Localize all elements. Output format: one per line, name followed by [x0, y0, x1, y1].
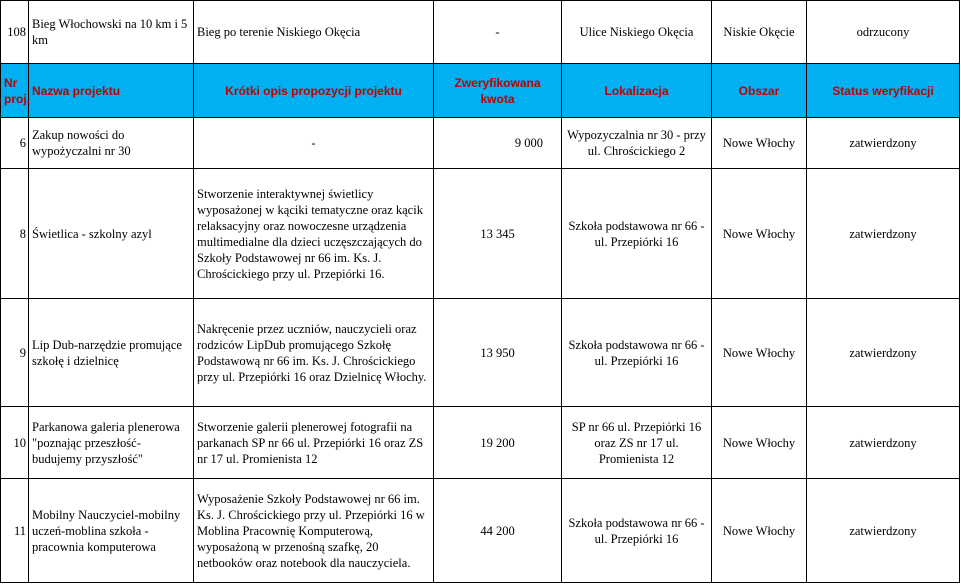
project-name: Zakup nowości do wypożyczalni nr 30	[29, 118, 194, 169]
project-description: -	[194, 118, 434, 169]
table-row	[1, 299, 960, 407]
project-area: Nowe Włochy	[712, 407, 807, 479]
project-location: Szkoła podstawowa nr 66 - ul. Przepiórki 16	[562, 299, 712, 407]
verified-amount: 19 200	[434, 407, 562, 479]
verified-amount: 44 200	[434, 479, 562, 583]
table-header-row	[1, 64, 960, 118]
verification-status: odrzucony	[807, 1, 960, 64]
project-number: 9	[1, 299, 29, 407]
header-amount: Zweryfikowana kwota	[434, 64, 562, 118]
verification-status: zatwierdzony	[807, 299, 960, 407]
project-number: 8	[1, 169, 29, 299]
header-status: Status weryfikacji	[807, 64, 960, 118]
project-location: SP nr 66 ul. Przepiórki 16 oraz ZS nr 17 ul. Promienista 12	[562, 407, 712, 479]
project-name: Bieg Włochowski na 10 km i 5 km	[29, 1, 194, 64]
header-name: Nazwa projektu	[29, 64, 194, 118]
project-area: Nowe Włochy	[712, 118, 807, 169]
verification-status: zatwierdzony	[807, 118, 960, 169]
project-area: Nowe Włochy	[712, 299, 807, 407]
project-description: Stworzenie galerii plenerowej fotografii na parkanach SP nr 66 ul. Przepiórki 16 oraz ZS nr 17 ul. Promienista 12	[194, 407, 434, 479]
project-description: Wyposażenie Szkoły Podstawowej nr 66 im. Ks. J. Chrościckiego przy ul. Przepiórki 16 w Moblina Pracownię Komputerową, wyposażoną w przenośną szafkę, 20 netbooków oraz notebook dla nauczyciela.	[194, 479, 434, 583]
verified-amount: -	[434, 1, 562, 64]
table-row	[1, 118, 960, 169]
table-row	[1, 169, 960, 299]
project-number: 6	[1, 118, 29, 169]
project-name: Lip Dub-narzędzie promujące szkołę i dzielnicę	[29, 299, 194, 407]
project-description: Nakręcenie przez uczniów, nauczycieli oraz rodziców LipDub promującego Szkołę Podstawową nr 66 im. Ks. J. Chrościckiego przy ul. Przepiórki 16 oraz Dzielnicę Włochy.	[194, 299, 434, 407]
project-description: Stworzenie interaktywnej świetlicy wyposażonej w kąciki tematyczne oraz kącik relaksacyjny oraz nowoczesne urządzenia multimedialne dla dzieci uczęszczających do Szkoły Podstawowej nr 66 im. Ks. J. Chrościckiego przy ul. Przepiórki 16.	[194, 169, 434, 299]
project-number: 10	[1, 407, 29, 479]
project-area: Nowe Włochy	[712, 169, 807, 299]
verified-amount: 13 345	[434, 169, 562, 299]
project-location: Ulice Niskiego Okęcia	[562, 1, 712, 64]
project-location: Szkoła podstawowa nr 66 - ul. Przepiórki 16	[562, 479, 712, 583]
project-location: Szkoła podstawowa nr 66 - ul. Przepiórki 16	[562, 169, 712, 299]
table-row	[1, 479, 960, 583]
verification-status: zatwierdzony	[807, 407, 960, 479]
project-area: Niskie Okęcie	[712, 1, 807, 64]
header-area: Obszar	[712, 64, 807, 118]
verified-amount: 13 950	[434, 299, 562, 407]
project-number: 11	[1, 479, 29, 583]
project-name: Parkanowa galeria plenerowa "poznając przeszłość-budujemy przyszłość"	[29, 407, 194, 479]
verified-amount: 9 000	[434, 118, 562, 169]
project-area: Nowe Włochy	[712, 479, 807, 583]
project-description: Bieg po terenie Niskiego Okęcia	[194, 1, 434, 64]
table-row	[1, 1, 960, 64]
project-name: Mobilny Nauczyciel-mobilny uczeń-moblina szkoła - pracownia komputerowa	[29, 479, 194, 583]
project-location: Wypozyczalnia nr 30 - przy ul. Chrościckiego 2	[562, 118, 712, 169]
header-location: Lokalizacja	[562, 64, 712, 118]
verification-status: zatwierdzony	[807, 169, 960, 299]
project-number: 108	[1, 1, 29, 64]
header-nr: Nr proj.	[1, 64, 29, 118]
project-name: Świetlica - szkolny azyl	[29, 169, 194, 299]
header-description: Krótki opis propozycji projektu	[194, 64, 434, 118]
verification-status: zatwierdzony	[807, 479, 960, 583]
table-row	[1, 407, 960, 479]
